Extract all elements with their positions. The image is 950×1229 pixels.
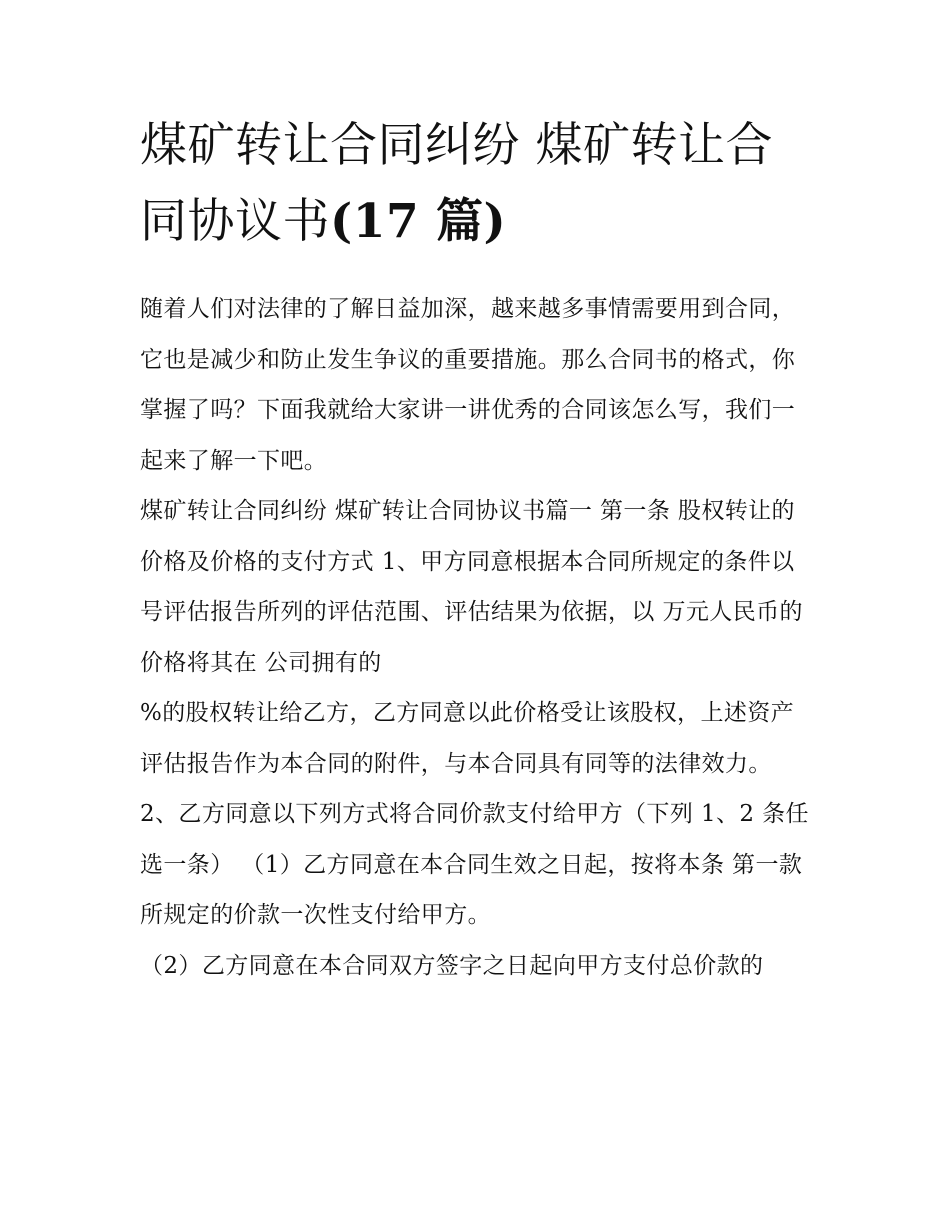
document-title xyxy=(140,108,812,260)
title-count: (17 篇) xyxy=(330,194,507,249)
title-text: 煤矿转让合同纠纷 煤矿转让合同协议书 xyxy=(140,118,773,249)
article-one-paragraph: 煤矿转让合同纠纷 煤矿转让合同协议书篇一 第一条 股权转让的价格及价格的支付方式 1、甲方同意根据本合同所规定的条件以 xyxy=(140,498,795,575)
intro-paragraph: 随着人们对法律的了解日益加深，越来越多事情需要用到合同，它也是减少和防止发生争议的重要措施。那么合同书的格式，你掌握了吗？下面我就给大家讲一讲优秀的合同该怎么写，我们一起来了解一下吧。 xyxy=(140,296,796,474)
valuation-paragraph: 号评估报告所列的评估范围、评估结果为依据，以 万元人民币的价格将其在 公司拥有的 xyxy=(140,599,803,676)
document-page xyxy=(140,108,812,991)
installment-paragraph: （2）乙方同意在本合同双方签字之日起向甲方支付总价款的 xyxy=(140,952,764,979)
equity-transfer-paragraph: %的股权转让给乙方，乙方同意以此价格受让该股权，上述资产评估报告作为本合同的附件，与本合同具有同等的法律效力。 xyxy=(140,700,795,777)
payment-method-paragraph: 2、乙方同意以下列方式将合同价款支付给甲方（下列 1、2 条任选一条） （1）乙方同意在本合同生效之日起，按将本条 第一款所规定的价款一次性支付给甲方。 xyxy=(140,801,809,928)
